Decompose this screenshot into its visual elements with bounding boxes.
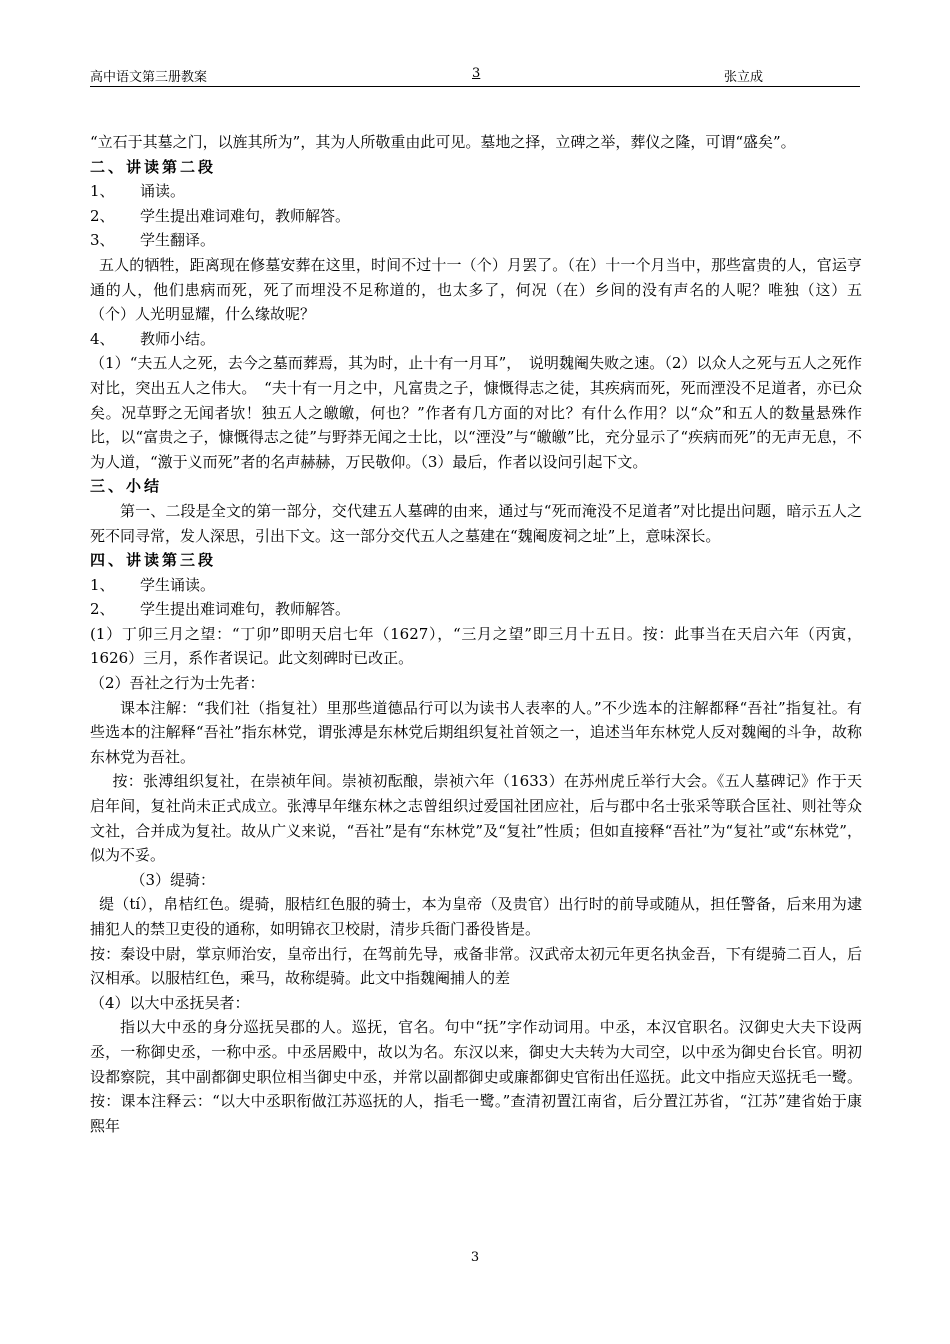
list-item-number: 3、 — [90, 231, 115, 250]
list-item-number: 1、 — [90, 575, 115, 594]
list-item-number: 1、 — [90, 182, 115, 201]
note-4-title: （4）以大中丞抚吴者： — [90, 993, 250, 1012]
list-item — [90, 204, 862, 229]
footer-page-number: 3 — [470, 1250, 480, 1265]
section-heading-4: 四、讲读第三段 — [90, 551, 217, 570]
list-item-text: 教师小结。 — [140, 329, 216, 348]
note-2-title: （2）吾社之行为士先者： — [90, 674, 265, 693]
note-2-paragraph: 课本注解：“我们社（指复社）里那些道德品行可以为读书人表率的人。”不少选本的注解都释“吾社”指复社。有些选本的注解释“吾社”指东林党，谓张溥是东林党后期组织复社首领之一，追述当年东林党人反对魏阉的斗争，故称东林党为吾社。 — [90, 698, 862, 766]
list-item-text: 学生诵读。 — [140, 575, 216, 594]
list-item — [90, 228, 862, 253]
translation-paragraph: 五人的牺牲，距离现在修墓安葬在这里，时间不过十一（个）月罢了。（在）十一个月当中，那些富贵的人，官运亨通的人，他们患病而死，死了而埋没不足称道的，也太多了，何况（在）乡间的没有声名的人呢？唯独（这）五（个）人光明显耀，什么缘故呢？ — [90, 255, 862, 324]
list-item — [90, 179, 862, 204]
intro-paragraph: “立石于其墓之门，以旌其所为”，其为人所敬重由此可见。墓地之择，立碑之举，葬仪之隆，可谓“盛矣”。 — [90, 133, 796, 151]
page-header — [90, 64, 860, 87]
list-item — [90, 573, 862, 598]
note-2-comment: 按：张溥组织复社，在崇祯年间。崇祯初酝酿，崇祯六年（1633）在苏州虎丘举行大会。《五人墓碑记》作于天启年间，复社尚未正式成立。张溥早年继东林之志曾组织过爱国社团应社，后与郡中名士张采等联合匡社、则社等众文社，合并成为复社。故从广义来说，“吾社”是有“东林党”及“复社”性质；但如直接释“吾社”为“复社”或“东林党”，似为不妥。 — [90, 772, 862, 865]
note-3-paragraph: 缇（tí），帛桔红色。缇骑，服桔红色服的骑士，本为皇帝（及贵官）出行时的前导或随从，担任警备，后来用为逮捕犯人的禁卫吏役的通称，如明锦衣卫校尉，清步兵衙门番役皆是。 — [90, 895, 862, 938]
note-3-comment: 按：秦设中尉，掌京师治安，皇帝出行，在驾前先导，戒备非常。汉武帝太初元年更名执金吾，下有缇骑二百人，后汉相承。以服桔红色，乘马，故称缇骑。此文中指魏阉捕人的差 — [90, 944, 862, 988]
list-item-text: 学生提出难词难句，教师解答。 — [140, 206, 351, 225]
list-item-text: 学生提出难词难句，教师解答。 — [140, 600, 351, 619]
list-item-text: 学生翻译。 — [140, 231, 216, 250]
list-item — [90, 327, 862, 352]
list-item-number: 2、 — [90, 206, 115, 225]
list-item — [90, 597, 862, 622]
section-heading-2: 二、讲读第二段 — [90, 157, 217, 176]
list-item-text: 诵读。 — [140, 182, 186, 201]
note-3-title: （3）缇骑： — [130, 870, 216, 889]
teacher-summary-paragraph: （1）“夫五人之死，去今之墓而葬焉，其为时，止十有一月耳”， 说明魏阉失败之速。（2）以众人之死与五人之死作对比，突出五人之伟大。 “夫十有一月之中，凡富贵之子，慷慨得志之徒，其疾病而死，死而湮没不足道者，亦已众矣。况草野之无闻者欤！独五人之皦皦，何也？”作者有几方面的对比？有什么作用？以“众”和五人的数量悬殊作比，以“富贵之子，慷慨得志之徒”与野莽无闻之士比，以“湮没”与“皦皦”比，充分显示了“疾病而死”的无声无息，不为人道，“激于义而死”者的名声赫赫，万民敬仰。（3）最后，作者以设问引起下文。 — [90, 354, 862, 471]
summary-paragraph: 第一、二段是全文的第一部分，交代建五人墓碑的由来，通过与“死而淹没不足道者”对比提出问题，暗示五人之死不同寻常，发人深思，引出下文。这一部分交代五人之墓建在“魏阉废祠之址”上，意味深长。 — [90, 501, 862, 545]
list-item-number: 4、 — [90, 329, 115, 348]
note-1-paragraph: (1）丁卯三月之望：“丁卯”即明天启七年（1627），“三月之望”即三月十五日。按：此事当在天启六年（丙寅，1626）三月，系作者误记。此文刻碑时已改正。 — [90, 624, 862, 668]
section-heading-3: 三、小结 — [90, 477, 163, 496]
page-footer — [0, 1250, 950, 1265]
list-item-number: 2、 — [90, 600, 115, 619]
document-body — [90, 130, 862, 1138]
note-4-paragraph: 指以大中丞的身分巡抚吴郡的人。巡抚，官名。句中“抚”字作动词用。中丞，本汉官职名。汉御史大夫下设两丞，一称御史丞，一称中丞。中丞居殿中，故以为名。东汉以来，御史大夫转为大司空，以中丞为御史台长官。明初设都察院，其中副都御史职位相当御史中丞，并常以副都御史或廉都御史官衔出任巡抚。此文中指应天巡抚毛一鹭。按：课本注释云：“以大中丞职衔做江苏巡抚的人，指毛一鹭。”查清初置江南省，后分置江苏省，“江苏”建省始于康熙年 — [90, 1018, 862, 1135]
header-course-title: 高中语文第三册教案 — [90, 70, 208, 85]
header-author: 张立成 — [724, 70, 764, 85]
header-page-number: 3 — [472, 66, 481, 81]
